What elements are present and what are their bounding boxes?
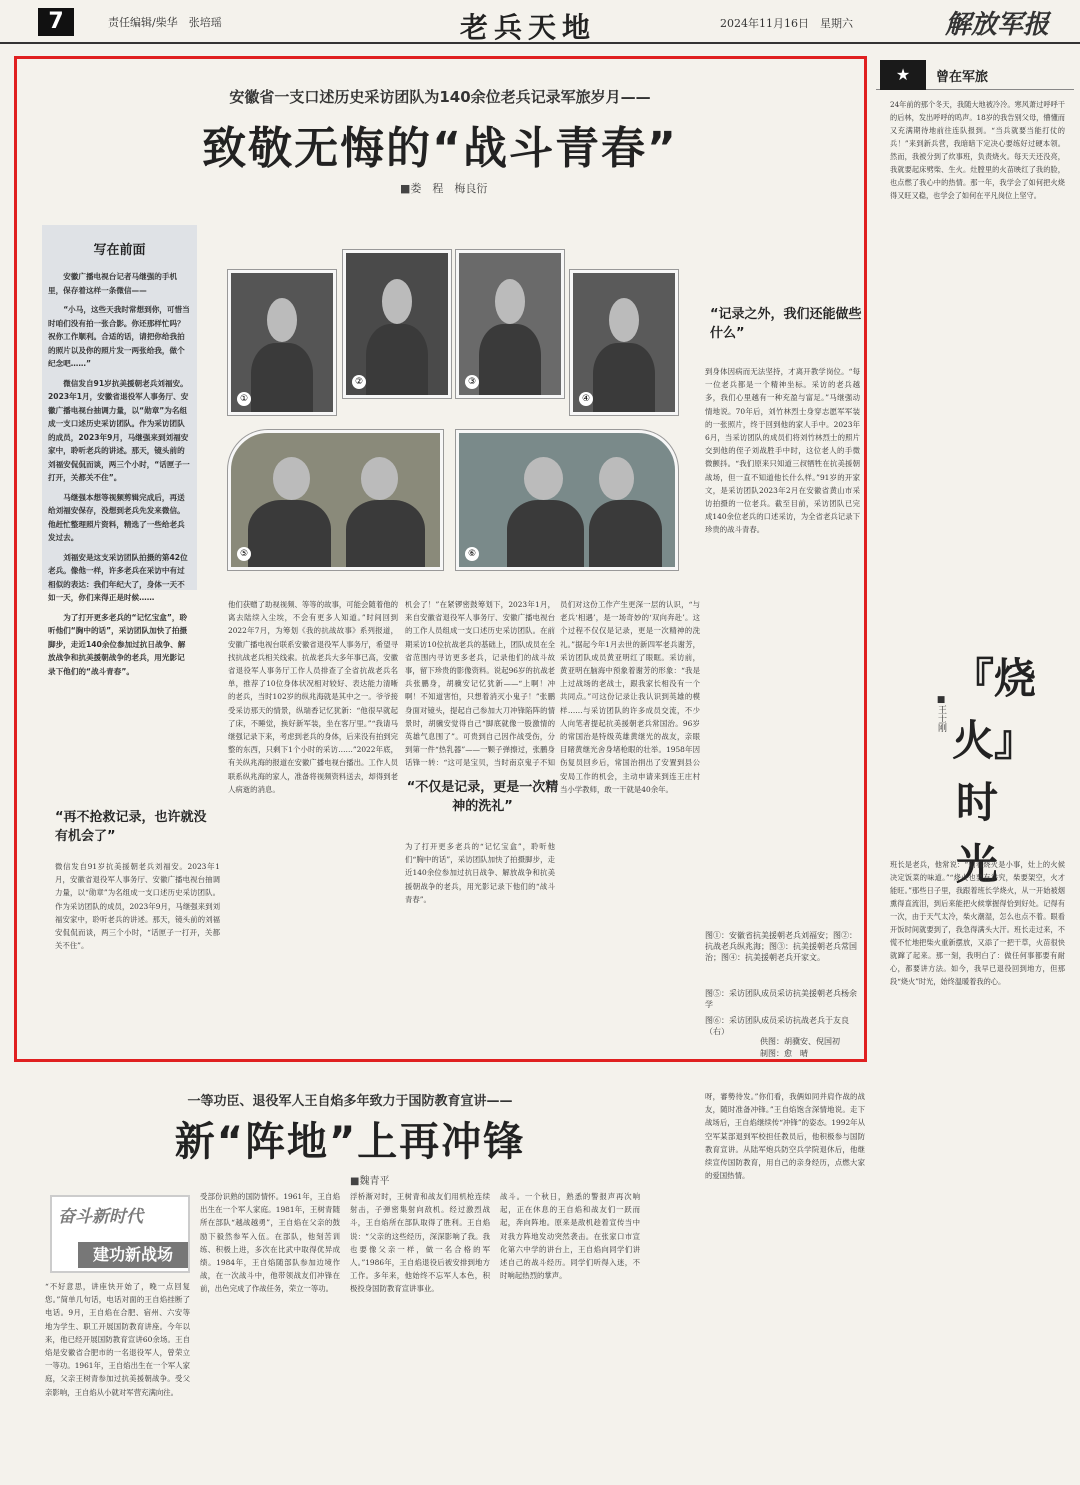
photo-veteran-2: [343, 250, 451, 398]
pullquote-3: “再不抢救记录，也许就没有机会了”: [55, 810, 207, 844]
section-title: 老兵天地: [460, 11, 597, 44]
article2-title: 新“阵地”上再冲锋: [174, 1119, 526, 1165]
star-icon: ★: [880, 60, 926, 90]
intro-paragraph: “小马，这些天我时常想到你，可惜当时咱们没有拍一张合影。你还那样忙吗？祝你工作顺利。合适的话，请把你给我拍的照片以及你的照片发一两张给我，做个纪念吧……”: [48, 305, 190, 368]
intro-title: 写在前面: [93, 243, 146, 258]
photo-veteran-3: [456, 250, 564, 398]
photo-veteran-1: [228, 270, 336, 415]
editor-credit: 责任编辑/柴华 张培瑶: [108, 16, 222, 29]
photo-interview-6: [456, 430, 678, 570]
photo-gallery: [198, 225, 698, 580]
intro-box: [42, 225, 197, 676]
article-column-cont: 为了打开更多老兵的“记忆宝盒”，聆听他们“胸中的话”，采访团队加快了拍摄脚步，走近140余位参加过抗日战争、解放战争和抗美援朝战争的老兵，用光影记录下他们的“战斗青春”。: [405, 842, 555, 904]
badge-top-text: 奋斗新时代: [58, 1207, 143, 1227]
intro-paragraph: 微信发自91岁抗美援朝老兵刘福安。2023年1月，安徽省退役军人事务厅、安徽广播电视台抽调力量，以“勋章”为名组成一支口述历史采访团队。作为采访团队的成员，2023年9月，马继强来到刘福安家中，聆听老兵的讲述。那天，镜头前的刘福安侃侃而谈，两三个小时，“话匣子一打开，关都关不住”。: [48, 378, 190, 482]
intro-paragraph: 安徽广播电视台记者马继强的手机里，保存着这样一条微信——: [48, 272, 178, 295]
article2-column: 受部份识熟的国防情怀。1961年，王自焰出生在一个军人家庭。1981年，王树青随所在部队“越战越勇”，王自焰在父亲的鼓励下毅然参军入伍。在部队，他刻苦训练、积极上进，多次在比武中取得优异成绩。1984年，王自焰随部队参加边境作战，在一次战斗中，他带领战友们冲锋在前，出色完成了作战任务，荣立一等功。: [200, 1192, 340, 1294]
intro-paragraph: 马继强本想等视频剪辑完成后，再送给刘福安保存，没想到老兵先发来微信。他赶忙整理照片资料，精选了一些给老兵发过去。: [48, 492, 185, 542]
article-column: 他们获赠了助视视频、等等的故事，可能会随着他的离去陆续入尘埃，不会有更多人知道。”时间回到2022年7月，为筹划《我的抗战故事》系列报道，安徽广播电视台联系安徽省退役军人事务厅，希望寻找抗战老兵相关线索。抗战老兵大多年事已高，安徽省退役军人事务厅工作人员排查了全省抗战老兵名单，推荐了10位身体状况相对较好、表达能力清晰的老兵，当时102岁的纵兆海就是其中之一。爷爷接受采访那天的情景，纵瑞香记忆犹新：“他很早就起了床，不睡觉，换好新军装，坐在客厅里。”“我请马继强记录下来，考虑到老兵的身体，后来没有拍到完整的东西，只剩下1个小时的采访……”2022年底，有关纵兆海的报道在安徽广播电视台播出。工作人员联系纵兆海的家人，准备将视频资料送去，却得到老人病逝的消息。: [228, 600, 398, 794]
photo-number: ⑤: [237, 547, 251, 561]
photo-number: ①: [237, 392, 251, 406]
photo-credit: 供图：胡骥安、倪国初: [760, 1037, 840, 1046]
sidebar-text: 24年前的那个冬天，我随大地被冷冷。寒风萧过呼呼干的后林，发出呼呼的呜声。18岁的我告别父母，懵懂而又充满期待地前往连队报到。“当兵就要当能打仗的兵！”来到新兵营，我暗暗下定决心要练好过硬本领。然而，我被分到了炊事班，负责烧火。每天天还没亮，我就要起床劈柴、生火。灶膛里的火苗映红了我的脸，也点燃了我心中的热情。那一年，我学会了如何把火烧得又旺又稳，也学会了如何在平凡岗位上坚守。: [890, 100, 1065, 200]
photo-number: ⑥: [465, 547, 479, 561]
newspaper-logo: 解放军报: [945, 10, 1050, 40]
article-column: 到身体因病而无法坚持，才离开教学岗位。“每一位老兵都是一个精神坐标。采访的老兵越多，我们心里越有一种充盈与富足。”马继强动情地说。70年后，刘竹林烈士身穿志愿军军装的一张照片，终于回到他的家人手中。2023年6月，当采访团队的成员们将刘竹林烈士的照片交到他的侄子刘战胜手中时，这位老人的手微微颤抖。“我们原来只知道三叔牺牲在抗美援朝战场，但一直不知道他长什么样。”91岁的开家文，是采访团队2023年2月在安徽省黄山市采访拍摄的一位老兵。截至目前，采访团队已完成140余位老兵的口述采访，为全省老兵记录下珍贵的战斗青春。: [705, 367, 860, 535]
feature-title: 致敬无悔的“战斗青春”: [202, 123, 678, 174]
photo-caption: 图①：安徽省抗美援朝老兵刘福安；图②：抗战老兵纵兆海；图③：抗美援朝老兵常国治；图④：抗美援朝老兵开家文。: [705, 931, 857, 962]
feature-byline: ■娄 程 梅良衍: [400, 182, 488, 195]
article-column: 机会了！”在紧锣密鼓筹划下，2023年1月，来自安徽省退役军人事务厅、安徽广播电视台的工作人员组成一支口述历史采访团队。在前期采访10位抗战老兵的基础上，团队成员在全省范围内寻访更多老兵，记录他们的战斗故事，留下珍贵的影像资料。说起96岁的抗战老兵张鹏身，胡骥安记忆犹新——“上啊！冲啊！不知道害怕，只想着消灭小鬼子！”张鹏身面对镜头，提起自己参加大刀冲锋陷阵的情景时，胡骥安觉得自己“脚底就像一股激情的英雄气息围了”。可贵到自己因作战受伤，分到第一件“热乳器”——一颗子弹擦过，张鹏身话锋一转：“这可是宝贝，当时南京鬼子不知: [405, 600, 555, 768]
badge-bottom-text: 建功新战场: [78, 1242, 188, 1268]
photo-number: ④: [579, 392, 593, 406]
article2-kicker: 一等功臣、退役军人王自焰多年致力于国防教育宣讲——: [187, 1094, 513, 1109]
article2-column: 战斗。一个秋日，熟悉的警报声再次响起，正在休息的王自焰和战友们一跃而起，奔向阵地。原来是敌机趁着宣传当中对我方阵地发动突然袭击。在张家口市宣化第六中学的讲台上，王自焰向同学们讲述自己的战斗经历。同学们听得入迷，不时响起热烈的掌声。: [500, 1192, 640, 1281]
photo-caption: 图⑤：采访团队成员采访抗美援朝老兵杨余学: [705, 989, 857, 1009]
photo-interview-5: [228, 430, 443, 570]
article2-column: 浮桥渐对时，王树青和战友们用机枪连续射击，子弹密集射向敌机。经过激烈战斗，王自焰所在部队取得了胜利。王自焰说：“父亲的这些经历，深深影响了我。我也要像父亲一样，做一名合格的军人。”1986年，王自焰退役后被安排到地方工作。多年来，他始终不忘军人本色，积极投身国防教育宣讲事业。: [350, 1192, 490, 1294]
page-number: 7: [38, 8, 74, 36]
feature-kicker: 安徽省一支口述历史采访团队为140余位老兵记录军旅岁月——: [229, 88, 651, 106]
photo-number: ③: [465, 375, 479, 389]
pullquote-1: “记录之外，我们还能做些什么”: [710, 307, 862, 341]
essay-title: 『烧火』时光: [952, 654, 1037, 889]
sidebar-text: 班长是老兵，他常说：“别看烧火是小事，灶上的火候决定饭菜的味道。”“烧火也要有讲究，柴要架空，火才能旺。”那些日子里，我跟着班长学烧火，从一开始被烟熏得直流泪，到后来能把火候掌握得恰到好处。记得有一次，由于天气太冷，柴火潮湿，怎么也点不着。眼看开饭时间就要到了，我急得满头大汗。班长走过来，不慌不忙地把柴火重新摆放，又添了一把干草，火苗很快就蹿了起来。那一刻，我明白了：做任何事都要有耐心，都要讲方法。如今，我早已退役回到地方，但那段“烧火”时光，始终温暖着我的心。: [890, 860, 1065, 986]
article2-column: “不好意思，讲座快开始了，晚一点回复您。”简单几句话，电话对面的王自焰挂断了电话。9月，王自焰在合肥、宿州、六安等地为学生、职工开展国防教育讲座。今年以来，他已经开展国防教育宣讲60余场。王自焰是安徽省合肥市的一名退役军人，曾荣立一等功。1961年，王自焰出生在一个军人家庭，父亲王树青参加过抗美援朝战争。受父亲影响，王自焰从小就对军营充满向往。: [45, 1282, 190, 1397]
photo-caption: 图⑥：采访团队成员采访抗战老兵于友良（右）: [705, 1016, 849, 1036]
article2-column: 呀，審勢待发。”你们看，我俩如同并肩作战的战友，随时准备冲锋。”王自焰饱含深情地说。走下战场后，王自焰继续传“冲锋”的姿态。1992年从空军某部退到军校担任教员后，他积极参与国防教育宣讲。从陆军炮兵防空兵学院退休后，他继续宣传国防教育，用自己的亲身经历，点燃大家的爱国热情。: [705, 1092, 865, 1181]
intro-paragraph: 刘福安是这支采访团队拍摄的第42位老兵。像他一样，许多老兵在采访中有过相似的表达：我们年纪大了，身体一天不如一天，你们来得正是时候……: [48, 552, 188, 602]
graphic-credit: 制图：愈 晴: [760, 1049, 808, 1058]
photo-veteran-4: [570, 270, 678, 415]
intro-paragraph: 为了打开更多老兵的“记忆宝盒”，聆听他们“胸中的话”，采访团队加快了拍摄脚步，走近140余位参加过抗日战争、解放战争和抗美援朝战争的老兵，用光影记录下他们的“战斗青春”。: [48, 612, 188, 676]
issue-date: 2024年11月16日 星期六: [720, 17, 853, 30]
pullquote-2: “不仅是记录，更是一次精神的洗礼”: [406, 780, 559, 814]
article2-byline: ■魏青平: [350, 1176, 390, 1187]
essay-author: ■王士刚: [936, 695, 946, 732]
article-column-lead: 微信发自91岁抗美援朝老兵刘福安。2023年1月，安徽省退役军人事务厅、安徽广播电视台抽调力量，以“勋章”为名组成一支口述历史采访团队。作为采访团队的成员，2023年9月，马继强来到刘福安家中，聆听老兵的讲述。那天，镜头前的刘福安侃侃而谈，两三个小时，“话匣子一打开，关都关不住”。: [55, 862, 220, 951]
sidebar-label: 曾在军旅: [936, 70, 989, 85]
article-column: 员们对这份工作产生更深一层的认识，“与老兵‘相遇’，是一场奇妙的‘双向奔赴’。这个过程不仅仅是记录，更是一次精神的洗礼。”据起今年1月去世的新四军老兵谢芳，采访团队成员黄亚明红了眼眶。采访前，黄亚明在脑海中预象着谢芳的形象：“我是上过战场的老战士，跟我家长相没有一个共同点。”可这份记录让我认识到英雄的模样……与采访团队的许多成员交流，不少人向笔者提起抗美援朝老兵常国治。96岁的常国治是特级英雄黄继光的战友，亲眼目睹黄继光舍身堵枪眼的壮举。1958年因伤复员回乡后，常国治捐出了安置到县公安局工作的机会，主动申请来到连王庄村当小学教师，敢一干就是40余年。: [560, 600, 700, 794]
photo-number: ②: [352, 375, 366, 389]
